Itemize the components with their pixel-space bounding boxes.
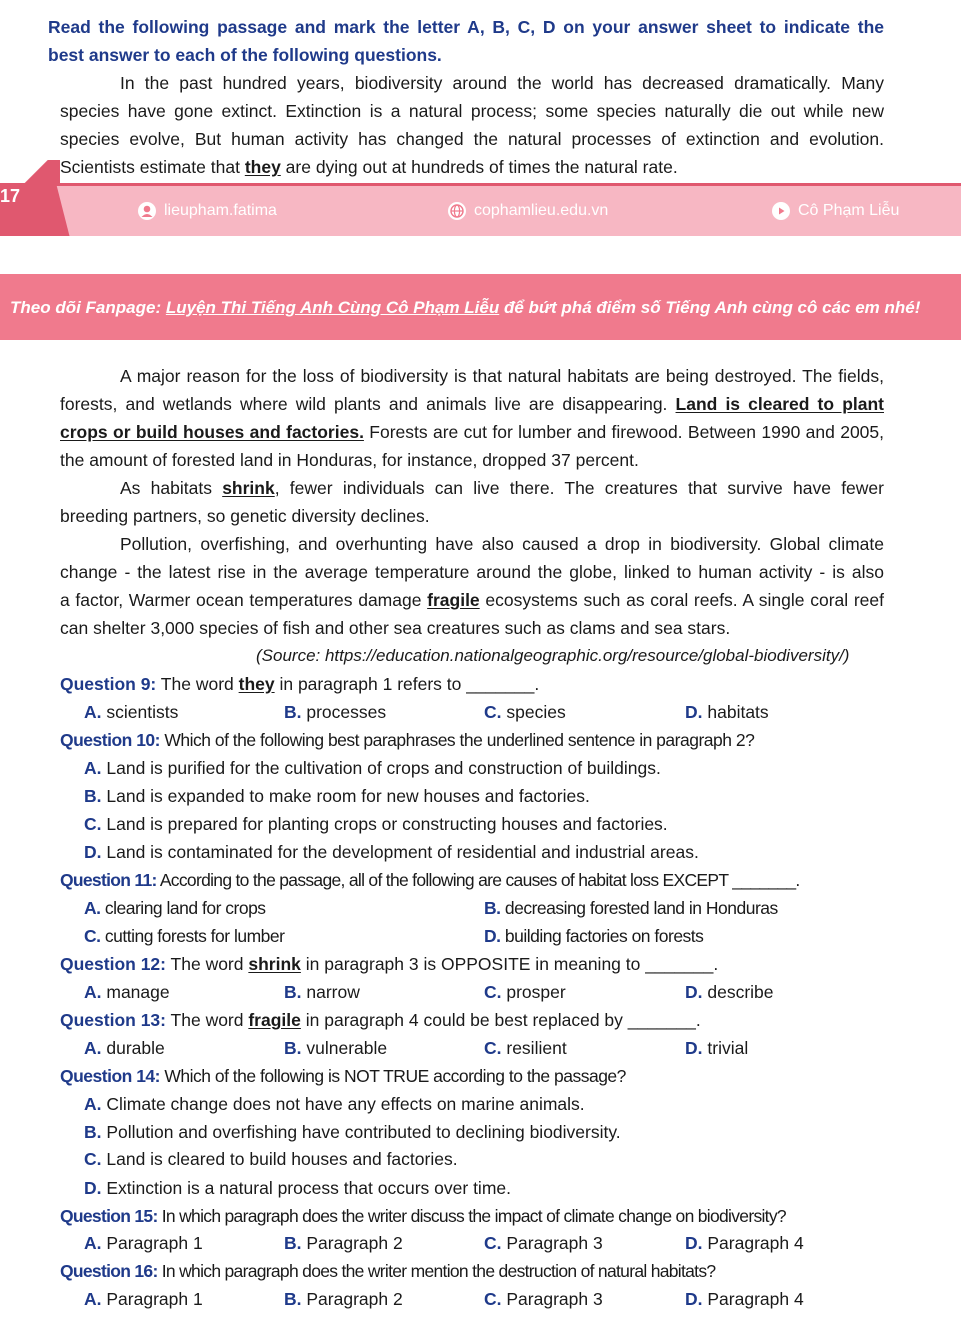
q16-option-c[interactable]: C. Paragraph 3	[484, 1289, 603, 1309]
p4-line-2: change - the latest rise in the average temperature around the globe, linked to human activity - is also	[60, 562, 884, 582]
question-12: Question 12: The word shrink in paragraph 3 is OPPOSITE in meaning to _______.	[60, 954, 719, 974]
q11-option-a[interactable]: A. clearing land for crops	[84, 898, 266, 918]
q9-option-d[interactable]: D. habitats	[685, 702, 769, 722]
q11-option-b[interactable]: B. decreasing forested land in Honduras	[484, 898, 778, 918]
p2-line-3: crops or build houses and factories. Forests are cut for lumber and firewood. Between 1990 and 2005,	[60, 422, 885, 442]
p2-line-1: A major reason for the loss of biodiversity is that natural habitats are being destroyed. The fields,	[120, 366, 884, 386]
q10-option-c[interactable]: C. Land is prepared for planting crops or constructing houses and factories.	[84, 814, 668, 834]
q16-option-d[interactable]: D. Paragraph 4	[685, 1289, 804, 1309]
q16-option-a[interactable]: A. Paragraph 1	[84, 1289, 203, 1309]
q10-option-d[interactable]: D. Land is contaminated for the development of residential and industrial areas.	[84, 842, 699, 862]
globe-icon	[448, 202, 466, 220]
instruction-line-1: Read the following passage and mark the letter A, B, C, D on your answer sheet to indicate the	[48, 17, 884, 37]
p1-line-4: Scientists estimate that they are dying out at hundreds of times the natural rate.	[60, 157, 678, 177]
fanpage-banner-text: Theo dõi Fanpage: Luyện Thi Tiếng Anh Cùng Cô Phạm Liễu để bứt phá điểm số Tiếng Anh cùng cô các em nhé!	[10, 298, 921, 317]
q10-option-a[interactable]: A. Land is purified for the cultivation of crops and construction of buildings.	[84, 758, 661, 778]
page-gap	[0, 236, 961, 274]
q12-option-d[interactable]: D. describe	[685, 982, 774, 1002]
p1-line-1: In the past hundred years, biodiversity around the world has decreased dramatically. Many	[120, 73, 884, 93]
user-icon	[138, 202, 156, 220]
q11-option-c[interactable]: C. cutting forests for lumber	[84, 926, 285, 946]
question-10: Question 10: Which of the following best paraphrases the underlined sentence in paragraph 2?	[60, 730, 755, 750]
footer-top-line	[0, 183, 961, 186]
p4-line-4: can shelter 3,000 species of fish and other sea creatures such as clams and sea stars.	[60, 618, 731, 638]
footer-channel[interactable]: Cô Phạm Liễu	[772, 200, 899, 222]
q15-option-c[interactable]: C. Paragraph 3	[484, 1233, 603, 1253]
q14-option-a[interactable]: A. Climate change does not have any effects on marine animals.	[84, 1094, 585, 1114]
q13-option-d[interactable]: D. trivial	[685, 1038, 749, 1058]
q9-option-c[interactable]: C. species	[484, 702, 566, 722]
question-16: Question 16: In which paragraph does the writer mention the destruction of natural habitats?	[60, 1261, 716, 1281]
question-13: Question 13: The word fragile in paragraph 4 could be best replaced by _______.	[60, 1010, 701, 1030]
underlined-shrink: shrink	[222, 478, 275, 498]
q14-option-d[interactable]: D. Extinction is a natural process that occurs over time.	[84, 1178, 511, 1198]
q15-option-b[interactable]: B. Paragraph 2	[284, 1233, 403, 1253]
q14-option-b[interactable]: B. Pollution and overfishing have contributed to declining biodiversity.	[84, 1122, 621, 1142]
p1-line-2: species have gone extinct. Extinction is a natural process; some species naturally die out while new	[60, 101, 884, 121]
instruction-line-2: best answer to each of the following questions.	[48, 45, 442, 65]
fanpage-link[interactable]: Luyện Thi Tiếng Anh Cùng Cô Phạm Liễu	[165, 298, 500, 317]
p3-line-2: breeding partners, so genetic diversity declines.	[60, 506, 430, 526]
question-11: Question 11: According to the passage, all of the following are causes of habitat loss EXCEPT _______.	[60, 870, 800, 890]
q13-option-a[interactable]: A. durable	[84, 1038, 165, 1058]
question-14: Question 14: Which of the following is NOT TRUE according to the passage?	[60, 1066, 626, 1086]
q12-option-b[interactable]: B. narrow	[284, 982, 360, 1002]
page-number: 17	[0, 186, 21, 206]
q11-option-d[interactable]: D. building factories on forests	[484, 926, 704, 946]
p1-line-3: species evolve, But human activity has changed the natural processes of extinction and evolution.	[60, 129, 884, 149]
play-icon	[772, 202, 790, 220]
q9-option-b[interactable]: B. processes	[284, 702, 387, 722]
p2-line-4: the amount of forested land in Honduras, for instance, dropped 37 percent.	[60, 450, 639, 470]
underlined-they: they	[244, 157, 281, 177]
q12-option-a[interactable]: A. manage	[84, 982, 170, 1002]
q13-option-b[interactable]: B. vulnerable	[284, 1038, 388, 1058]
question-15: Question 15: In which paragraph does the writer discuss the impact of climate change on biodiversity?	[60, 1206, 786, 1226]
footer-site[interactable]: cophamlieu.edu.vn	[448, 200, 608, 222]
q15-option-a[interactable]: A. Paragraph 1	[84, 1233, 203, 1253]
q12-option-c[interactable]: C. prosper	[484, 982, 566, 1002]
p4-line-3: a factor, Warmer ocean temperatures damage fragile ecosystems such as coral reefs. A single coral reef	[60, 590, 884, 610]
q16-option-b[interactable]: B. Paragraph 2	[284, 1289, 403, 1309]
underlined-sentence-part-1: Land is cleared to plant	[675, 394, 884, 414]
q10-option-b[interactable]: B. Land is expanded to make room for new houses and factories.	[84, 786, 590, 806]
underlined-fragile: fragile	[427, 590, 480, 610]
q13-option-c[interactable]: C. resilient	[484, 1038, 567, 1058]
q14-option-c[interactable]: C. Land is cleared to build houses and factories.	[84, 1149, 458, 1169]
source-citation: (Source: https://education.nationalgeographic.org/resource/global-biodiversity/)	[256, 646, 850, 665]
footer-user[interactable]: lieupham.fatima	[138, 200, 277, 222]
p3-line-1: As habitats shrink, fewer individuals can live there. The creatures that survive have fewer	[120, 478, 884, 498]
question-9: Question 9: The word they in paragraph 1 refers to _______.	[60, 674, 540, 694]
p2-line-2: forests, and wetlands where wild plants and animals live are disappearing. Land is cleared to plant	[60, 394, 884, 414]
underlined-sentence-part-2: crops or build houses and factories.	[60, 422, 364, 442]
q15-option-d[interactable]: D. Paragraph 4	[685, 1233, 804, 1253]
p4-line-1: Pollution, overfishing, and overhunting have also caused a drop in biodiversity. Global climate	[120, 534, 884, 554]
q9-option-a[interactable]: A. scientists	[84, 702, 179, 722]
